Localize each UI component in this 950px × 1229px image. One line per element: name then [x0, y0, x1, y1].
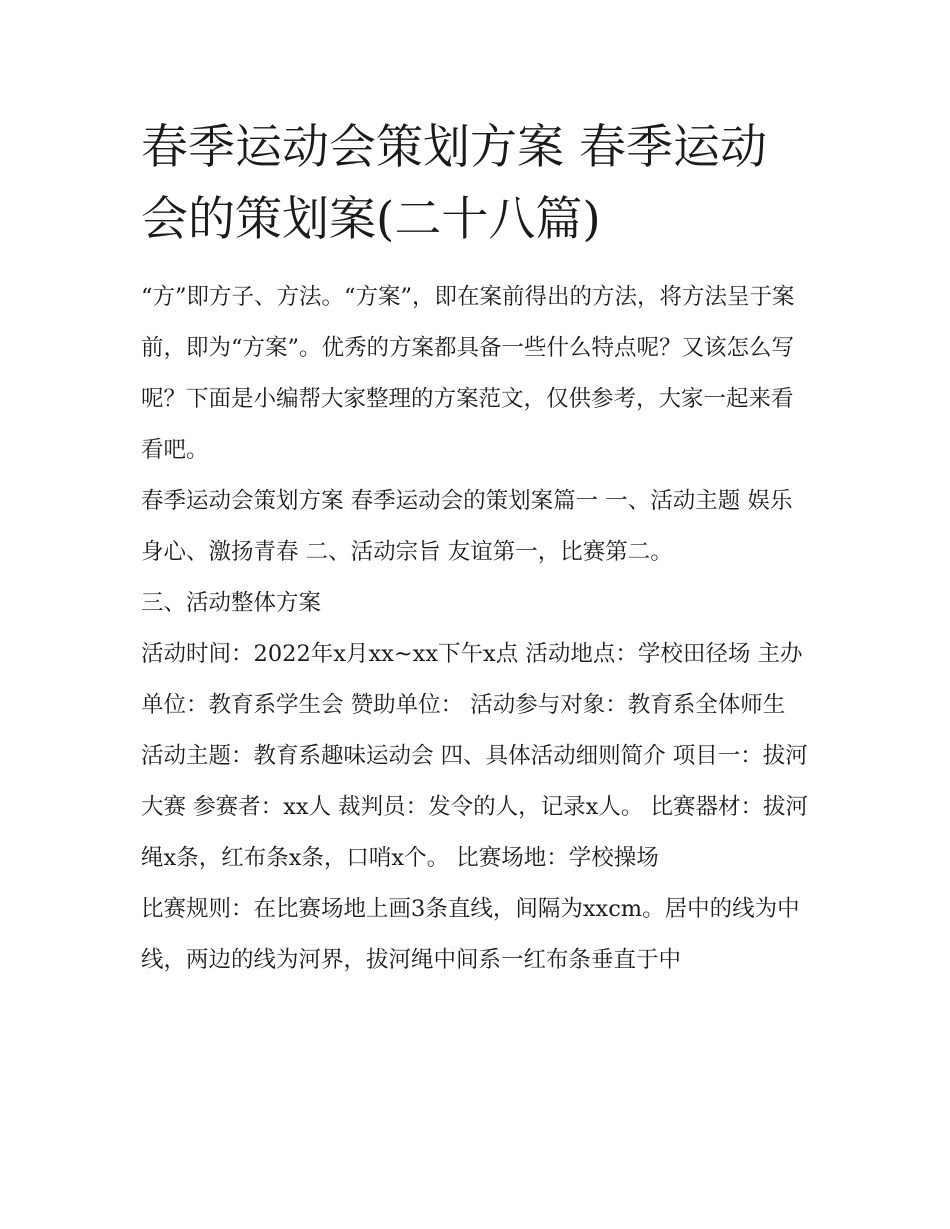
- paragraph-rules: 比赛规则：在比赛场地上画3条直线，间隔为xxcm。居中的线为中线，两边的线为河界，拔河绳中间系一红布条垂直于中: [141, 896, 800, 973]
- paragraph-theme: 春季运动会策划方案 春季运动会的策划案篇一 一、活动主题 娱乐身心、激扬青春 二、活动宗旨 友谊第一，比赛第二。: [141, 488, 793, 565]
- document-title: 春季运动会策划方案 春季运动会的策划案(二十八篇): [141, 120, 767, 247]
- paragraph-section-heading: 三、活动整体方案: [141, 590, 322, 616]
- paragraph-activity-details: 活动主题：教育系趣味运动会 四、具体活动细则简介 项目一：拔河大赛 参赛者：xx人 裁判员：发令的人，记录x人。 比赛器材：拔河绳x条，红布条x条，口哨x个。 比赛场地：学校操场: [141, 743, 809, 871]
- paragraph-activity-info: 活动时间：2022年x月xx~xx下午x点 活动地点：学校田径场 主办单位：教育系学生会 赞助单位： 活动参与对象：教育系全体师生: [141, 641, 803, 718]
- document-page: [141, 112, 813, 986]
- paragraph-intro: “方”即方子、方法。“方案”，即在案前得出的方法，将方法呈于案前，即为“方案”。优秀的方案都具备一些什么特点呢？又该怎么写呢？下面是小编帮大家整理的方案范文，仅供参考，大家一起来看看吧。: [141, 284, 795, 463]
